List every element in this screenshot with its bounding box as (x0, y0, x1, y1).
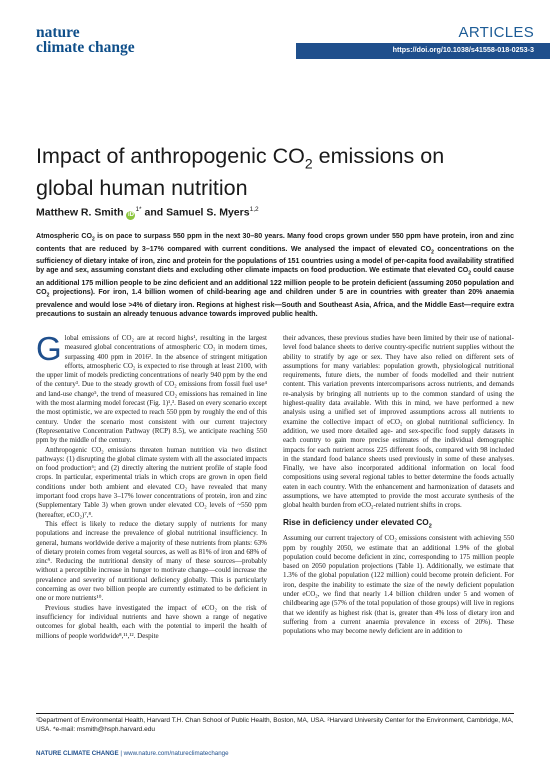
journal-logo (36, 25, 156, 55)
title-subscript: 2 (304, 155, 313, 172)
author-name[interactable]: Matthew R. Smith (36, 206, 124, 219)
body-paragraph: Assuming our current trajectory of CO₂ emissions consistent with achieving 550 ppm by roughly 2050, we estimate that an additional 1.9% of the global population could become deficient in zinc, corresponding to 175 million people based on 2050 population projections (Table 1). Additionally, we estimate that 1.3% of the global population (122 million) could become protein deficient. For iron, despite the inability to estimate the size of the newly deficient population under eCO₂, we find that nearly 1.4 billion children under 5 and women of childbearing age (57% of the total population of those groups) will live in regions that we identify as highest risk (that is, greater than 4% loss of dietary iron and suffering from a current anaemia prevalence in excess of 20%). These populations who may become newly deficient are in addition to (283, 534, 514, 636)
abstract-subscript: 2 (431, 249, 434, 256)
section-label: ARTICLES (458, 24, 534, 41)
section-heading-subscript: 2 (428, 523, 432, 530)
drop-cap: G (36, 330, 62, 367)
footer-journal: NATURE CLIMATE CHANGE (36, 750, 119, 757)
journal-logo-line2: climate change (36, 39, 135, 56)
abstract-subscript: 2 (46, 292, 50, 299)
body-paragraph: Previous studies have investigated the impact of eCO₂ on the risk of insufficiency for individual nutrients and have shown a range of negative outcomes for global health, each with the potential to imperil the health of millions of people worldwide⁸,¹¹,¹². Despite (36, 603, 267, 640)
orcid-icon[interactable]: iD (127, 211, 134, 218)
author-list (36, 206, 516, 220)
author-affiliation-sup: 1* (135, 206, 142, 213)
abstract-text: projections). For iron, 1.4 billion women of child-bearing age and children under 5 are in countries with greater than 20% anaemia prevalence and would lose >4% of dietary iron. Regions at highest risk—South and Southeast Asia, Africa, and the Middle East—require extra precautions to sustain an already tenuous advance towards improved public health. (36, 289, 514, 319)
abstract-text: Atmospheric CO (36, 233, 92, 240)
journal-logo-line1: nature (36, 24, 80, 41)
body-column-right (283, 334, 514, 637)
body-paragraph: This effect is likely to reduce the dietary supply of nutrients for many populations and increase the prevalence of global nutritional insufficiency. In general, humans worldwide derive a majority of these nutrients from plants: 63% of dietary protein comes from vegetal sources, as well as 81% of iron and 68% of zinc⁹. Reducing the nutritional density of many of these sources—probably without a perceptible increase in hunger to motivate change—could increase the prevalence and severity of nutritional deficiency globally. This is particularly concerning as over two billion people are currently estimated to be deficient in one or more nutrients¹⁰. (36, 519, 267, 603)
section-heading (283, 517, 514, 533)
body-paragraph: Anthropogenic CO₂ emissions threaten human nutrition via two distinct pathways: (1) disrupting the global climate system with all the associated impacts on food production⁶; and (2) directly altering the nutrient profile of staple food crops. In particular, experimental trials in which crops are grown in open field conditions under both ambient and elevated CO₂ have revealed that many important food crops have 3–17% lower concentrations of protein, iron and zinc (Supplementary Table 3) when grown under elevated CO₂ levels of ~550 ppm (hereafter, eCO₂)⁷,⁸. (36, 445, 267, 519)
abstract-text: is on pace to surpass 550 ppm in the next 30–80 years. Many food crops grown under 550 ppm have protein, iron and zinc contents that are reduced by 3–17% compared with current conditions. We analysed the impact of elevated CO (36, 233, 514, 253)
body-paragraph (36, 330, 267, 446)
page-footer (36, 750, 229, 757)
body-column-left (36, 330, 267, 641)
doi-link[interactable]: https://doi.org/10.1038/s41558-018-0253-3 (392, 45, 534, 54)
abstract (36, 232, 514, 319)
footnote-divider (36, 713, 514, 714)
author-conjunction: and (141, 206, 167, 219)
body-paragraph: their advances, these previous studies have been limited by their use of national-level food balance sheets to derive country-specific nutrient supplies without the ability to stratify by age or sex. They have also relied on different sets of assumptions for many variables: population growth, physiological nutritional requirements, future diets, the number of foods modelled and their nutrient content. This variation prevents intercomparisons across nutrients, and demands re-analysis by bringing all nutrients up to the common standard of using the highest-quality data available. With this in mind, we have performed a new analysis using a unified set of improved assumptions across all nutrients to examine the collective impact of eCO₂ on global nutritional sufficiency. In addition, we used more detailed age- and sex-specific food supply datasets in each country to gain more precise estimates of the individual demographic impacts for each nutrient across 225 different foods, compared with 98 included in the standard food balance sheets used previously in some of these analyses. Finally, we have also incorporated additional information on local food compositions using several regional tables to better determine the foods actually eaten in each country. With the enhancement and harmonization of datasets and assumptions, we have attempted to provide the most accurate synthesis of the global health burden from eCO₂-related nutrient shifts in crops. (283, 334, 514, 510)
author-affiliation-sup: 1,2 (249, 206, 259, 213)
abstract-subscript: 2 (468, 270, 472, 277)
footer-link[interactable]: | www.nature.com/natureclimatechange (118, 750, 229, 757)
abstract-text: concentrations on the sufficiency of dietary intake of iron, zinc and protein for the populations of 151 countries using a model of per-capita food availability stratified by age and sex, assuming constant diets and excluding other climate impacts on food production. We estimate that elevated CO (36, 245, 514, 275)
paragraph-text: lobal emissions of CO₂ are at record highs¹, resulting in the largest measured global concentrations of atmospheric CO₂ in modern times, surpassing 400 ppm in 2016². In the absence of stringent mitigation efforts, atmospheric CO₂ is expected to rise through at least 2100, with the upper limit of models predicting concentrations of nearly 940 ppm by the end of the century³. Due to the steady growth of CO₂ emissions from fossil fuel use⁴ and land-use change⁵, the trend of measured CO₂ emissions has remained in line with the most alarming model forecast (Fig. 1)¹,³. Based on every scenario except the most optimistic, we are expected to reach 550 ppm by roughly the end of this century. Under the scenario most consistent with our current trajectory (Representative Concentration Pathway (RCP) 8.5), we anticipate reaching 550 ppm by the middle of the century. (36, 334, 267, 445)
abstract-subscript: 2 (91, 236, 95, 243)
title-text-2: emissions on global human nutrition (36, 144, 445, 201)
title-text-1: Impact of anthropogenic CO (36, 144, 305, 168)
abstract-text: could cause an additional 175 million people to be zinc deficient and an additional 122 million people to be protein deficient (assuming 2050 population and CO (36, 267, 514, 297)
affiliations-footnote: ¹Department of Environmental Health, Harvard T.H. Chan School of Public Health, Boston, MA, USA. ²Harvard University Center for the Environment, Cambridge, MA, USA. *e-mail: msmith@hsph.harvard.edu (36, 717, 514, 733)
article-title (36, 144, 496, 201)
section-heading-text: Rise in deficiency under elevated CO (283, 516, 429, 527)
author-name[interactable]: Samuel S. Myers (166, 206, 250, 219)
